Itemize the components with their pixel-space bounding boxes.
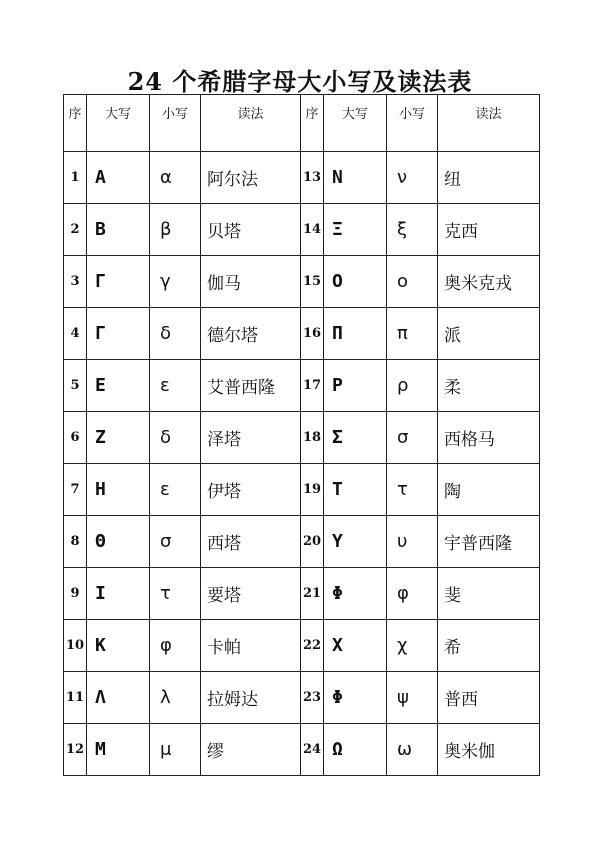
- left-lower-cell: σ: [150, 516, 201, 568]
- right-read-cell: 普西: [438, 672, 540, 724]
- left-lower-cell: γ: [150, 256, 201, 308]
- left-read-cell: 拉姆达: [201, 672, 301, 724]
- right-num-cell: 15: [301, 256, 324, 308]
- right-lower-cell: ω: [387, 724, 438, 776]
- left-read-cell: 缪: [201, 724, 301, 776]
- table-row: [64, 152, 540, 204]
- left-read-cell: 泽塔: [201, 412, 301, 464]
- right-lower-cell: φ: [387, 568, 438, 620]
- right-read-cell: 克西: [438, 204, 540, 256]
- left-lower-cell: β: [150, 204, 201, 256]
- left-read-cell: 卡帕: [201, 620, 301, 672]
- right-lower-cell: ξ: [387, 204, 438, 256]
- left-num-cell: 2: [64, 204, 87, 256]
- left-upper-cell: Ι: [87, 568, 150, 620]
- left-read-cell: 伽马: [201, 256, 301, 308]
- header-upper: 大写: [324, 95, 387, 152]
- left-upper-cell: Κ: [87, 620, 150, 672]
- right-num-cell: 22: [301, 620, 324, 672]
- right-num-cell: 14: [301, 204, 324, 256]
- right-upper-cell: Φ: [324, 672, 387, 724]
- table-row: [64, 464, 540, 516]
- right-upper-cell: Ν: [324, 152, 387, 204]
- table-body: [64, 152, 540, 776]
- header-lower: 小写: [150, 95, 201, 152]
- right-read-cell: 奥米克戎: [438, 256, 540, 308]
- right-read-cell: 纽: [438, 152, 540, 204]
- table-header-row: [64, 95, 540, 152]
- right-upper-cell: Ρ: [324, 360, 387, 412]
- left-upper-cell: Γ: [87, 256, 150, 308]
- left-lower-cell: δ: [150, 412, 201, 464]
- right-num-cell: 23: [301, 672, 324, 724]
- left-num-cell: 9: [64, 568, 87, 620]
- right-upper-cell: Ο: [324, 256, 387, 308]
- right-num-cell: 21: [301, 568, 324, 620]
- header-lower: 小写: [387, 95, 438, 152]
- greek-alphabet-table: [63, 94, 540, 776]
- table-row: [64, 620, 540, 672]
- right-lower-cell: χ: [387, 620, 438, 672]
- table-row: [64, 672, 540, 724]
- left-num-cell: 4: [64, 308, 87, 360]
- table-row: [64, 412, 540, 464]
- right-upper-cell: Τ: [324, 464, 387, 516]
- right-lower-cell: ρ: [387, 360, 438, 412]
- table-row: [64, 256, 540, 308]
- left-lower-cell: λ: [150, 672, 201, 724]
- right-lower-cell: π: [387, 308, 438, 360]
- right-lower-cell: ο: [387, 256, 438, 308]
- page-title: 24 个希腊字母大小写及读法表: [127, 67, 473, 96]
- right-lower-cell: σ: [387, 412, 438, 464]
- left-num-cell: 8: [64, 516, 87, 568]
- right-read-cell: 派: [438, 308, 540, 360]
- header-upper: 大写: [87, 95, 150, 152]
- right-num-cell: 13: [301, 152, 324, 204]
- right-num-cell: 16: [301, 308, 324, 360]
- right-read-cell: 奥米伽: [438, 724, 540, 776]
- right-read-cell: 宇普西隆: [438, 516, 540, 568]
- left-upper-cell: Η: [87, 464, 150, 516]
- left-upper-cell: Λ: [87, 672, 150, 724]
- left-upper-cell: Θ: [87, 516, 150, 568]
- right-upper-cell: Χ: [324, 620, 387, 672]
- right-read-cell: 柔: [438, 360, 540, 412]
- left-read-cell: 伊塔: [201, 464, 301, 516]
- header-read: 读法: [201, 95, 301, 152]
- right-num-cell: 17: [301, 360, 324, 412]
- left-lower-cell: ε: [150, 360, 201, 412]
- left-num-cell: 11: [64, 672, 87, 724]
- left-read-cell: 贝塔: [201, 204, 301, 256]
- table-row: [64, 360, 540, 412]
- right-upper-cell: Υ: [324, 516, 387, 568]
- right-upper-cell: Φ: [324, 568, 387, 620]
- left-lower-cell: ε: [150, 464, 201, 516]
- right-upper-cell: Ω: [324, 724, 387, 776]
- right-lower-cell: τ: [387, 464, 438, 516]
- left-upper-cell: Α: [87, 152, 150, 204]
- header-num: 序: [64, 95, 87, 152]
- right-read-cell: 希: [438, 620, 540, 672]
- left-read-cell: 要塔: [201, 568, 301, 620]
- left-upper-cell: Ζ: [87, 412, 150, 464]
- right-upper-cell: Σ: [324, 412, 387, 464]
- right-num-cell: 18: [301, 412, 324, 464]
- left-lower-cell: α: [150, 152, 201, 204]
- left-upper-cell: Β: [87, 204, 150, 256]
- left-num-cell: 10: [64, 620, 87, 672]
- left-num-cell: 12: [64, 724, 87, 776]
- table-row: [64, 516, 540, 568]
- right-upper-cell: Ξ: [324, 204, 387, 256]
- right-num-cell: 20: [301, 516, 324, 568]
- left-upper-cell: Ε: [87, 360, 150, 412]
- right-upper-cell: Π: [324, 308, 387, 360]
- left-read-cell: 阿尔法: [201, 152, 301, 204]
- right-num-cell: 24: [301, 724, 324, 776]
- left-lower-cell: τ: [150, 568, 201, 620]
- table-row: [64, 204, 540, 256]
- left-num-cell: 6: [64, 412, 87, 464]
- right-read-cell: 斐: [438, 568, 540, 620]
- left-num-cell: 5: [64, 360, 87, 412]
- header-read: 读法: [438, 95, 540, 152]
- left-upper-cell: Μ: [87, 724, 150, 776]
- right-num-cell: 19: [301, 464, 324, 516]
- left-lower-cell: φ: [150, 620, 201, 672]
- right-read-cell: 陶: [438, 464, 540, 516]
- left-read-cell: 艾普西隆: [201, 360, 301, 412]
- left-num-cell: 3: [64, 256, 87, 308]
- left-lower-cell: μ: [150, 724, 201, 776]
- left-num-cell: 7: [64, 464, 87, 516]
- left-num-cell: 1: [64, 152, 87, 204]
- left-read-cell: 西塔: [201, 516, 301, 568]
- left-read-cell: 德尔塔: [201, 308, 301, 360]
- table-row: [64, 568, 540, 620]
- right-read-cell: 西格马: [438, 412, 540, 464]
- right-lower-cell: ψ: [387, 672, 438, 724]
- left-lower-cell: δ: [150, 308, 201, 360]
- table-row: [64, 308, 540, 360]
- header-num: 序: [301, 95, 324, 152]
- left-upper-cell: Γ: [87, 308, 150, 360]
- right-lower-cell: υ: [387, 516, 438, 568]
- table-row: [64, 724, 540, 776]
- right-lower-cell: ν: [387, 152, 438, 204]
